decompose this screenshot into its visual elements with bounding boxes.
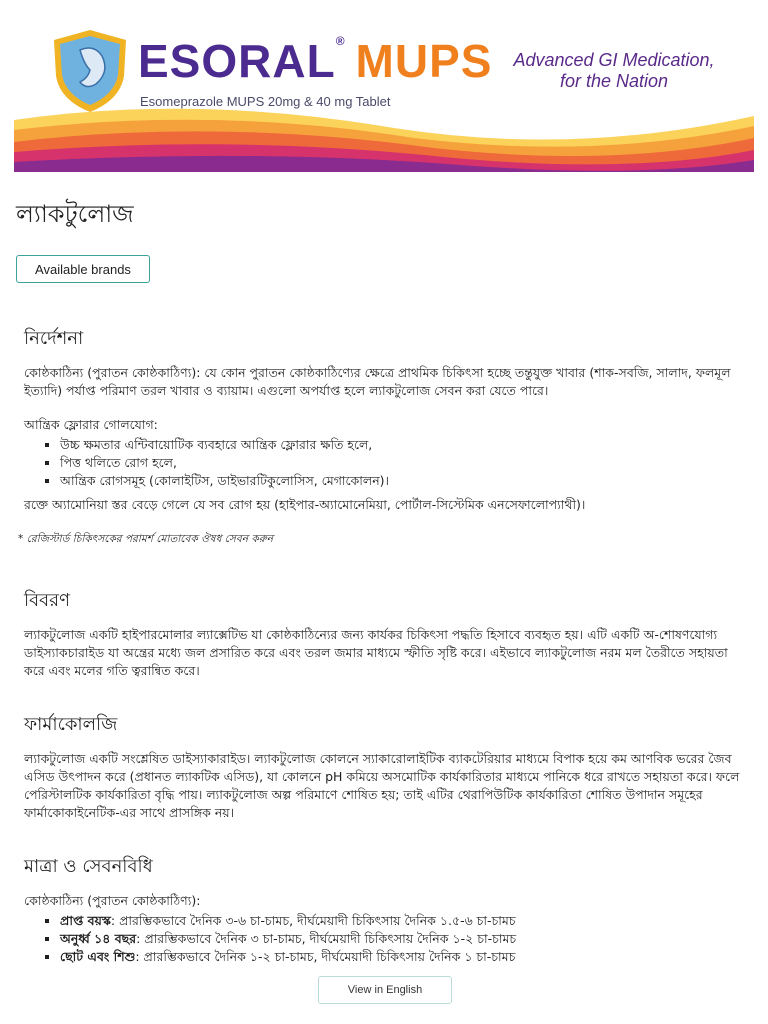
description-heading: বিবরণ — [24, 590, 70, 611]
list-item: ▪ প্রাপ্ত বয়স্ক: প্রারম্ভিকভাবে দৈনিক ৩-৬ চা-চামচ, দীর্ঘমেয়াদী চিকিৎসায় দৈনিক ১.৫-৬ চা-চামচ — [60, 912, 746, 930]
indications-list — [24, 436, 746, 490]
list-item: ▪ ছোট এবং শিশু: প্রারম্ভিকভাবে দৈনিক ১-২ চা-চামচ, দীর্ঘমেয়াদী চিকিৎসায় দৈনিক ১ চা-চামচ — [60, 948, 746, 966]
prescription-note: * রেজিস্টার্ড চিকিৎসকের পরামর্শ মোতাবেক ঔষধ সেবন করুন — [18, 533, 273, 545]
brand-name: ESORAL® MUPS — [138, 34, 493, 87]
dosage-section — [24, 858, 746, 966]
banner-wave-graphic — [14, 98, 754, 172]
description-section — [24, 592, 746, 680]
ammonia-paragraph: রক্তে অ্যামোনিয়া স্তর বেড়ে গেলে যে সব রোগ হয় (হাইপার-অ্যামোনেমিয়া, পোর্টাল-সিস্টেমিক এনসেফালোপ্যাথী)। — [24, 497, 586, 512]
esoral-banner-ad[interactable] — [14, 22, 754, 172]
indications-heading: নির্দেশনা — [24, 328, 84, 349]
list-item: ▪ অনুর্ধ্ব ১৪ বছর: প্রারম্ভিকভাবে দৈনিক ৩ চা-চামচ, দীর্ঘমেয়াদী চিকিৎসায় দৈনিক ১-২ চা-চামচ — [60, 930, 746, 948]
pharmacology-heading: ফার্মাকোলজি — [24, 714, 118, 735]
list-item: ▪ পিত্ত থলিতে রোগ হলে, — [60, 454, 746, 472]
indications-section — [18, 328, 746, 548]
brand-subtitle: Esomeprazole MUPS 20mg & 40 mg Tablet — [140, 94, 391, 109]
list-item: ▪ উচ্চ ক্ষমতার এন্টিবায়োটিক ব্যবহারে আন্ত্রিক ফ্লোরার ক্ষতি হলে, — [60, 436, 746, 454]
available-brands-button[interactable]: Available brands — [16, 255, 150, 283]
pharmacology-section — [24, 716, 746, 822]
flora-intro: আন্ত্রিক ফ্লোরার গোলযোগ: — [24, 417, 158, 432]
view-in-english-button[interactable]: View in English — [318, 976, 452, 1004]
indications-paragraph: কোষ্ঠকাঠিন্য (পুরাতন কোষ্ঠকাঠিণ্য): যে কোন পুরাতন কোষ্ঠকাঠিণ্যের ক্ষেত্রে প্রাথমিক চিকিৎসা হচ্ছে তন্তুযুক্ত খাবার (শাক-সবজি, সালাদ, ফলমূল ইত্যাদি) পর্যাপ্ত পরিমাণ তরল খাবার ও ব্যায়াম। এগুলো অপর্যাপ্ত হলে ল্যাকটুলোজ সেবন করা যেতে পারে। — [24, 365, 731, 398]
description-paragraph: ল্যাকটুলোজ একটি হাইপারমোলার ল্যাক্সেটিভ যা কোষ্ঠকাঠিন্যের জন্য কার্যকর চিকিৎসা পদ্ধতি হিসাবে ব্যবহৃত হয়। এটি একটি অ-শোষণযোগ্য ডাইস্যাকচারাইড যা অন্ত্রের মধ্যে জল প্রসারিত করে এবং তরল জমার মাধ্যমে স্ফীতি সৃষ্টি করে। এইভাবে ল্যাকটুলোজ নরম মল তৈরীতে সহায়তা করে এবং মলের গতি ত্বরান্বিত করে। — [24, 627, 728, 678]
drug-content — [18, 328, 746, 1002]
pharmacology-paragraph: ল্যাকটুলোজ একটি সংশ্লেষিত ডাইস্যাকারাইড। ল্যাকটুলোজ কোলনে স্যাকারোলাইটিক ব্যাকটেরিয়ার মাধ্যমে বিপাক হয়ে কম আণবিক ভরের জৈব এসিড উৎপাদন করে (প্রধানত ল্যাকটিক এসিড), যা কোলনে pH কমিয়ে অসমোটিক কার্যকারিতার মাধ্যমে পানিকে ধরে রাখতে সহায়তা করে। ফলে পেরিস্টালটিক কার্যকারিতা বৃদ্ধি পায়। ল্যাকটুলোজ অল্প পরিমাণে শোষিত হয়; তাই এটির থেরাপিউটিক কার্যকারিতা শোষিত উপাদান সমূহের ফার্মাকোকাইনেটিক-এর সাথে প্রাসঙ্গিক নয়। — [24, 751, 740, 820]
banner-tagline: Advanced GI Medication, for the Nation — [513, 50, 715, 91]
dosage-heading: মাত্রা ও সেবনবিধি — [24, 856, 153, 877]
dosage-list — [24, 912, 746, 966]
dosage-intro: কোষ্ঠকাঠিন্য (পুরাতন কোষ্ঠকাঠিণ্য): — [24, 893, 201, 908]
list-item: ▪ আন্ত্রিক রোগসমূহ (কোলাইটিস, ডাইভারটিকুলোসিস, মেগাকোলন)। — [60, 472, 746, 490]
page-title: ল্যাকটুলোজ — [16, 200, 134, 228]
